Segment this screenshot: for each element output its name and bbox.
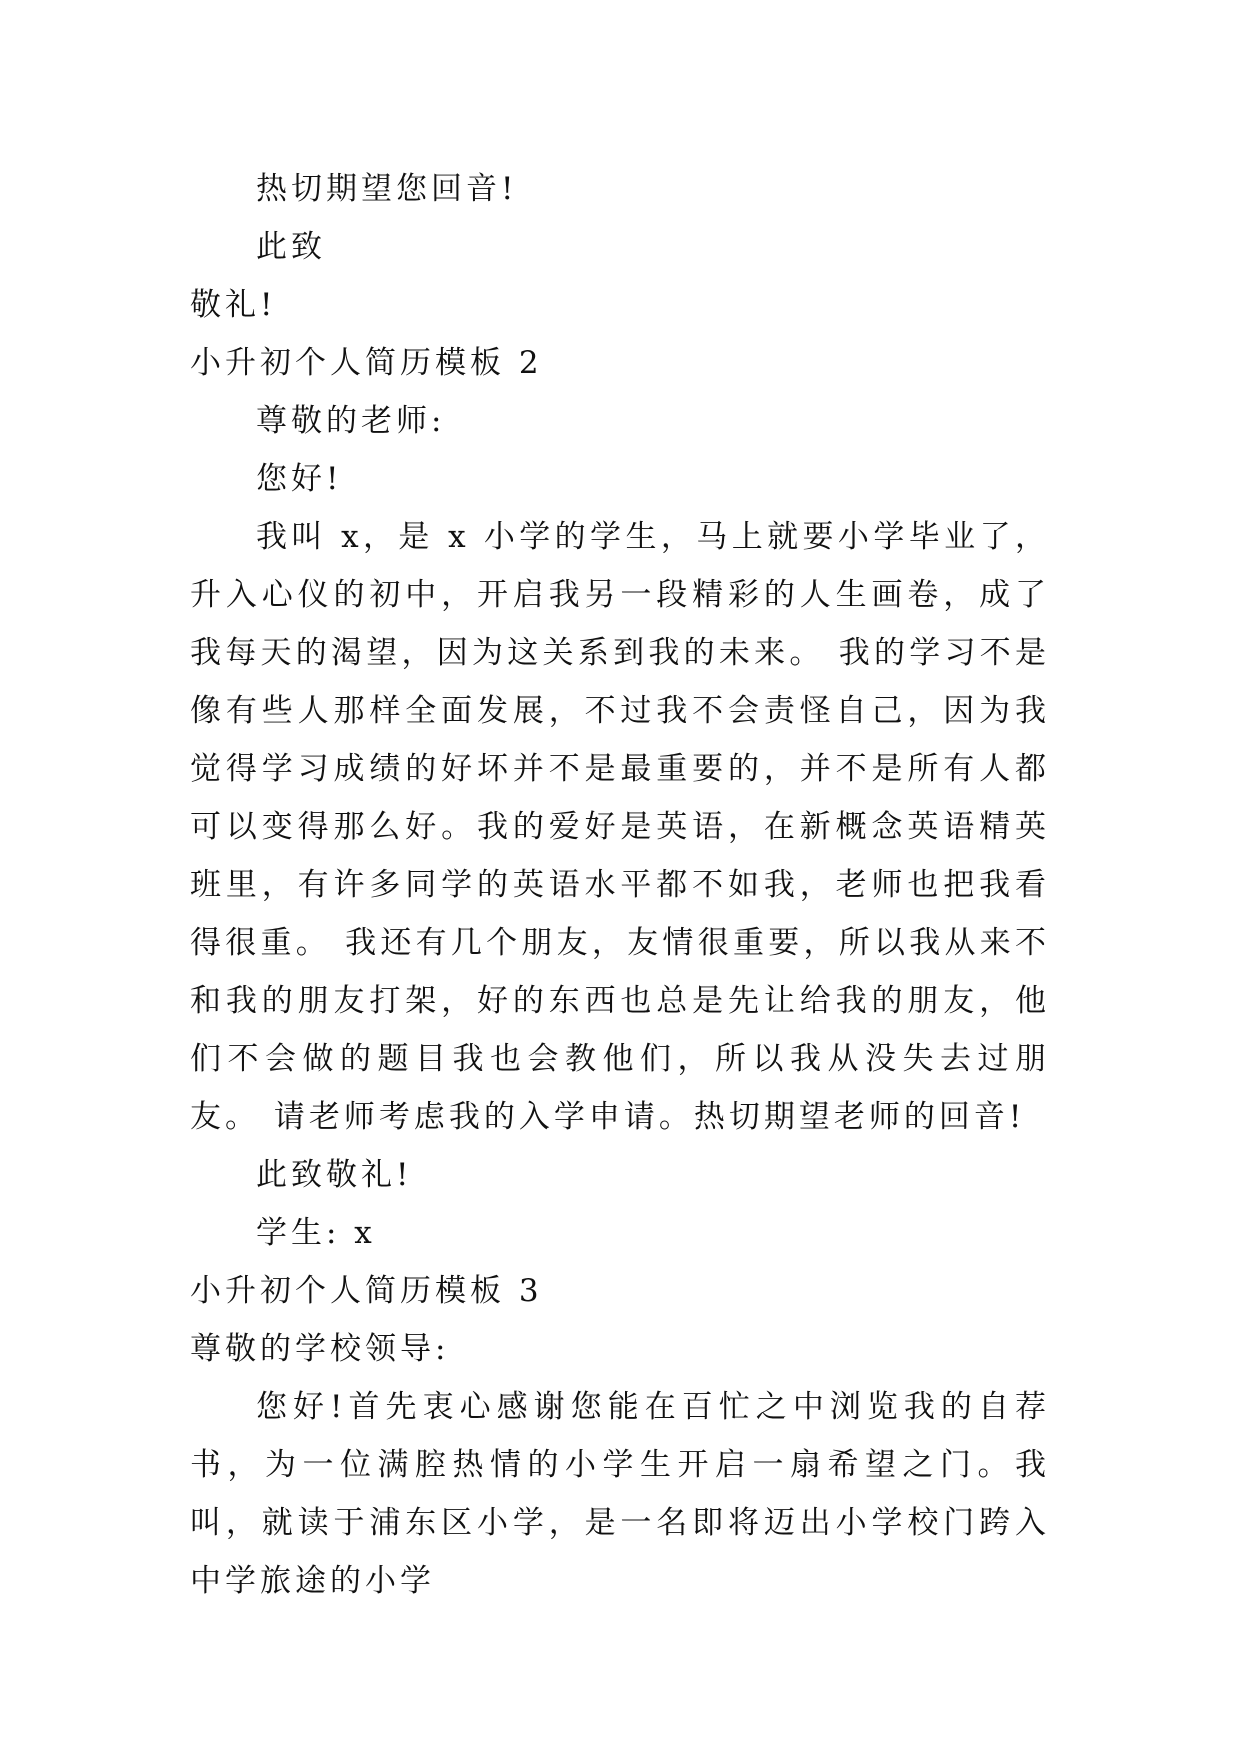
closing-2: 此致敬礼! [256, 1157, 413, 1193]
closing-hope-line: 热切期望您回音! [256, 171, 518, 207]
closing-cizhi: 此致 [256, 229, 326, 265]
greeting-2: 您好! [256, 461, 343, 497]
salutation-3: 尊敬的学校领导: [190, 1331, 450, 1367]
salutation-2: 尊敬的老师: [256, 403, 446, 439]
signature-2: 学生: x [256, 1215, 376, 1251]
body-paragraph-2: 我叫 x，是 x 小学的学生，马上就要小学毕业了，升入心仪的初中，开启我另一段精彩的人生画卷，成了我每天的渴望，因为这关系到我的未来。 我的学习不是像有些人那样全面发展，不过我不会责怪自己，因为我觉得学习成绩的好坏并不是最重要的，并不是所有人都可以变得那么好。我的爱好是英语，在新概念英语精英班里，有许多同学的英语水平都不如我，老师也把我看得很重。 我还有几个朋友，友情很重要，所以我从来不和我的朋友打架，好的东西也总是先让给我的朋友，他们不会做的题目我也会教他们，所以我从没失去过朋友。 请老师考虑我的入学申请。热切期望老师的回音! [190, 519, 1050, 1135]
template-3-heading: 小升初个人简历模板 3 [190, 1273, 543, 1309]
template-2-heading: 小升初个人简历模板 2 [190, 345, 543, 381]
document-body [190, 160, 1050, 1610]
body-paragraph-3: 您好!首先衷心感谢您能在百忙之中浏览我的自荐书，为一位满腔热情的小学生开启一扇希望之门。我叫，就读于浦东区小学，是一名即将迈出小学校门跨入中学旅途的小学 [190, 1389, 1050, 1599]
closing-jingli: 敬礼! [190, 287, 277, 323]
